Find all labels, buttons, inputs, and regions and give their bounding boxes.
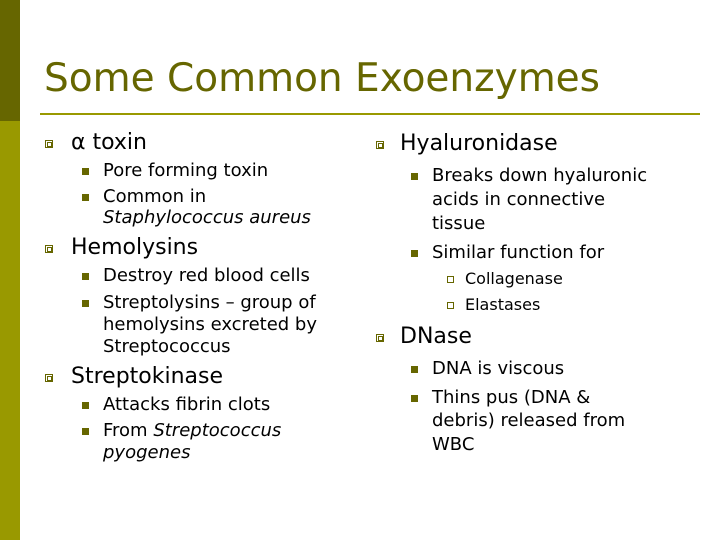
bullet-small-square-icon [447, 276, 454, 283]
bullet-small-square-icon [447, 302, 454, 309]
bullet-filled-icon [82, 300, 89, 307]
sidebar-accent-dark [0, 0, 20, 121]
bullet-filled-icon [411, 173, 418, 180]
sub-from-strep [103, 420, 281, 442]
sub-breaks-down: Breaks down hyaluronic [432, 165, 648, 186]
bullet-streptokinase: Streptokinase [71, 364, 224, 389]
sub-staph-aureus: Staphylococcus aureus [103, 207, 311, 228]
bullet-square-icon [45, 140, 53, 148]
sub-acids: acids in connective [432, 189, 606, 210]
sub-strep-italic: Streptococcus [153, 420, 282, 441]
bullet-hyaluronidase: Hyaluronidase [400, 131, 558, 156]
bullet-hemolysins: Hemolysins [71, 235, 199, 260]
sub-common-in: Common in [103, 186, 207, 207]
bullet-filled-icon [82, 402, 89, 409]
sub-from-label: From [103, 420, 154, 441]
bullet-square-icon [45, 374, 53, 382]
sub-destroy-rbc: Destroy red blood cells [103, 265, 310, 286]
subsub-collagenase: Collagenase [465, 269, 563, 288]
sub-streptococcus: Streptococcus [103, 336, 231, 357]
bullet-filled-icon [82, 194, 89, 201]
bullet-square-icon [376, 141, 384, 149]
bullet-filled-icon [82, 273, 89, 280]
bullet-square-icon [376, 334, 384, 342]
bullet-filled-icon [82, 428, 89, 435]
title-rule [40, 113, 700, 115]
sub-streptolysins: Streptolysins – group of [103, 292, 316, 313]
bullet-alpha-toxin: α toxin [71, 130, 147, 155]
bullet-dnase: DNase [400, 324, 472, 349]
subsub-elastases: Elastases [465, 295, 541, 314]
sub-wbc: WBC [432, 434, 475, 455]
bullet-filled-icon [411, 250, 418, 257]
sidebar-accent-light [0, 121, 20, 540]
sub-pyogenes: pyogenes [103, 442, 191, 463]
bullet-square-icon [45, 245, 53, 253]
bullet-filled-icon [82, 168, 89, 175]
sub-similar-function: Similar function for [432, 242, 605, 263]
sub-hemolysins-excreted: hemolysins excreted by [103, 314, 317, 335]
slide-title: Some Common Exoenzymes [44, 56, 600, 101]
sub-pore-forming: Pore forming toxin [103, 160, 269, 181]
sub-tissue: tissue [432, 213, 486, 234]
sub-attacks-fibrin: Attacks fibrin clots [103, 394, 271, 415]
bullet-filled-icon [411, 395, 418, 402]
sub-thins-pus: Thins pus (DNA & [432, 387, 591, 408]
sub-dna-viscous: DNA is viscous [432, 358, 565, 379]
sub-debris: debris) released from [432, 410, 626, 431]
bullet-filled-icon [411, 366, 418, 373]
